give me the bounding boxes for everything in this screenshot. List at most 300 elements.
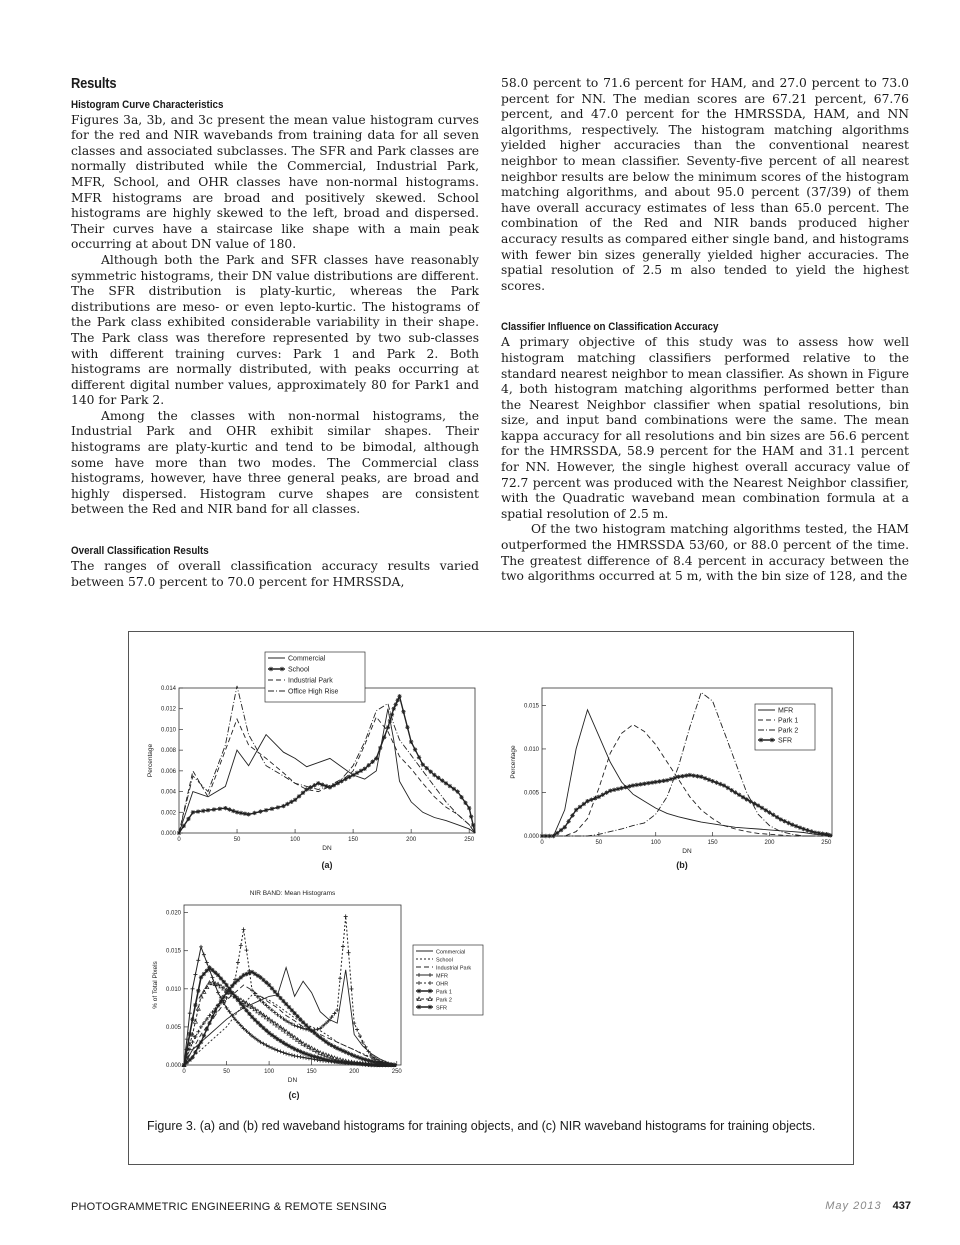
- series-marker: [246, 812, 250, 816]
- series-marker: [218, 807, 222, 811]
- series-marker: [669, 777, 673, 781]
- series-marker: [196, 809, 200, 813]
- series-marker: [756, 803, 760, 807]
- series-marker: [243, 811, 247, 815]
- y-tick-label: 0.010: [523, 746, 539, 753]
- series-marker: [459, 795, 463, 799]
- series-marker: [196, 958, 200, 962]
- legend-entry: Office High Rise: [288, 688, 339, 696]
- series-marker: [722, 783, 726, 787]
- series-marker: [239, 811, 243, 815]
- series-marker: [196, 1045, 200, 1049]
- x-tick-label: 0: [177, 837, 181, 843]
- series-marker: [405, 725, 409, 729]
- series-marker: [370, 760, 374, 764]
- series-marker: [627, 784, 631, 788]
- series-marker: [210, 976, 214, 980]
- right-column: [501, 76, 909, 585]
- x-tick-label: 250: [391, 1069, 402, 1075]
- series-marker: [332, 1012, 336, 1016]
- panel-label: (a): [321, 860, 333, 870]
- series-marker: [676, 775, 680, 779]
- series-marker: [695, 774, 699, 778]
- series-marker: [650, 780, 654, 784]
- x-tick-label: 100: [264, 1069, 275, 1075]
- series-marker: [205, 960, 209, 964]
- series-marker: [279, 1015, 283, 1019]
- series-marker: [321, 1037, 325, 1041]
- series-marker: [455, 789, 459, 793]
- figure-caption: Figure 3. (a) and (b) red waveband histograms for training objects, and (c) NIR waveband histograms for training objects.: [147, 1119, 816, 1133]
- series-marker: [374, 756, 378, 760]
- legend-entry: MFR: [436, 973, 448, 980]
- y-tick-label: 0.015: [523, 703, 539, 710]
- series-marker: [817, 831, 821, 835]
- series-marker: [193, 1003, 197, 1007]
- y-tick-label: 0.002: [160, 810, 176, 817]
- series-marker: [309, 1054, 313, 1058]
- series-marker: [392, 1063, 396, 1067]
- series-marker: [366, 763, 370, 767]
- series-marker: [267, 1006, 271, 1010]
- series-marker: [597, 795, 601, 799]
- series-marker: [196, 989, 200, 993]
- series-marker: [392, 707, 396, 711]
- series-marker: [212, 807, 216, 811]
- series-marker: [388, 719, 392, 723]
- series-marker: [273, 1035, 277, 1039]
- series-marker: [276, 1013, 280, 1017]
- series-marker: [469, 814, 473, 818]
- series-marker: [623, 785, 627, 789]
- series-marker: [304, 787, 308, 791]
- series-marker: [801, 827, 805, 831]
- series-marker: [301, 1026, 305, 1030]
- series-marker: [471, 823, 475, 827]
- series-marker: [315, 1027, 319, 1031]
- x-tick-label: 50: [233, 837, 241, 843]
- series-marker: [210, 1015, 214, 1019]
- series-marker: [688, 773, 692, 777]
- series-marker: [335, 1008, 339, 1012]
- x-tick-label: 100: [290, 837, 301, 843]
- plot-frame: [179, 688, 475, 833]
- series-marker: [205, 1027, 209, 1031]
- series-marker: [619, 786, 623, 790]
- series-marker: [324, 1040, 328, 1044]
- x-tick-label: 250: [464, 837, 475, 843]
- series-marker: [661, 779, 665, 783]
- paragraph: The ranges of overall classification accuracy results varied between 57.0 percent to 70.0 percent for HMRSSDA,: [71, 559, 479, 589]
- series-marker: [193, 1050, 197, 1054]
- panel-label: (c): [288, 1090, 300, 1100]
- series-marker: [401, 710, 405, 714]
- y-axis-label: % of Total Pixels: [152, 961, 159, 1009]
- series-marker: [775, 815, 779, 819]
- series-marker: [297, 794, 301, 798]
- series-marker: [193, 973, 197, 977]
- series-marker: [264, 808, 268, 812]
- page-number: 437: [892, 1200, 911, 1212]
- x-tick-label: 150: [348, 837, 359, 843]
- x-tick-label: 250: [821, 840, 832, 846]
- series-marker: [436, 776, 440, 780]
- series-marker: [703, 776, 707, 780]
- series-marker: [585, 799, 589, 803]
- legend-entry: SFR: [436, 1005, 447, 1012]
- series-marker: [206, 808, 210, 812]
- series-marker: [409, 740, 413, 744]
- y-tick-label: 0.000: [165, 1063, 181, 1069]
- series-marker: [828, 833, 832, 837]
- paragraph: Of the two histogram matching algorithms tested, the HAM outperformed the HMRSSDA 53/60, or 88.0 percent of the time. The greatest difference of 8.4 percent in accuracy between the two algorithms occurred at 5 m, with the bin size of 128, and the: [501, 522, 909, 584]
- series-marker: [692, 773, 696, 777]
- series-marker: [699, 775, 703, 779]
- legend-entry: Park 1: [436, 989, 452, 996]
- x-tick-label: 150: [306, 1069, 317, 1075]
- series-marker: [190, 1017, 194, 1021]
- chart-panel: [147, 652, 475, 870]
- series-marker: [287, 1052, 291, 1056]
- series-marker: [290, 1053, 294, 1057]
- series-marker: [273, 1011, 277, 1015]
- series-marker: [729, 788, 733, 792]
- y-tick-label: 0.005: [523, 790, 539, 797]
- x-tick-label: 200: [349, 1069, 360, 1075]
- series-marker: [779, 817, 783, 821]
- series-marker: [684, 773, 688, 777]
- x-tick-label: 50: [595, 840, 603, 846]
- series-marker: [196, 1030, 200, 1034]
- series-marker: [612, 788, 616, 792]
- chart-panel: [152, 890, 483, 1100]
- series-marker: [359, 769, 363, 773]
- series-marker: [432, 773, 436, 777]
- journal-name: PHOTOGRAMMETRIC ENGINEERING & REMOTE SENSING: [71, 1201, 388, 1213]
- series-marker: [563, 825, 567, 829]
- series-marker: [347, 951, 351, 955]
- legend-marker: [417, 989, 421, 993]
- series-marker: [771, 813, 775, 817]
- paragraph: 58.0 percent to 71.6 percent for HAM, and 27.0 percent to 73.0 percent for NN. The median scores are 67.21 percent, 67.76 percent, and 47.0 percent for the HMRSSDA, HAM, and NN algorithms, respectively. The histogram matching algorithms yielded higher accuracies than the conventional nearest neighbor to mean classifier. Seventy-five percent of all nearest neighbor results are below the minimum scores of the histogram matching algorithms, and about 95.0 percent (37/39) of them have overall accuracy estimates of less than 65.0 percent. The combination of the Red and NIR bands produced higher accuracy results as compared either single band, and histograms with fewer bin sizes generally yielded higher accuracies. The spatial resolution of 2.5 m also tended to yield the highest scores.: [501, 76, 909, 293]
- y-tick-label: 0.010: [160, 727, 176, 734]
- series-marker: [191, 987, 195, 991]
- x-tick-label: 0: [182, 1069, 186, 1075]
- series-marker: [361, 1057, 365, 1061]
- series-marker: [589, 797, 593, 801]
- x-axis-label: DN: [682, 848, 692, 855]
- series-marker: [417, 755, 421, 759]
- y-axis-label: Percentage: [510, 745, 517, 779]
- series-marker: [320, 782, 324, 786]
- series-marker: [222, 995, 226, 999]
- series-marker: [298, 1055, 302, 1059]
- panel-label: (b): [676, 860, 688, 870]
- series-marker: [544, 834, 548, 838]
- series-marker: [301, 1055, 305, 1059]
- series-marker: [188, 1032, 192, 1036]
- series-marker: [745, 797, 749, 801]
- series-marker: [741, 795, 745, 799]
- legend-entry: School: [288, 666, 310, 674]
- series-marker: [386, 725, 390, 729]
- series-marker: [635, 783, 639, 787]
- series-marker: [782, 819, 786, 823]
- series-marker: [236, 961, 240, 965]
- y-tick-label: 0.005: [165, 1024, 181, 1031]
- y-tick-label: 0.020: [165, 910, 181, 917]
- series-marker: [284, 1052, 288, 1056]
- series-marker: [182, 824, 186, 828]
- legend-marker: [428, 989, 432, 993]
- series-marker: [349, 987, 353, 991]
- series-marker: [551, 834, 555, 838]
- series-marker: [378, 746, 382, 750]
- series-marker: [341, 944, 345, 948]
- series-marker: [566, 819, 570, 823]
- series-marker: [242, 927, 246, 931]
- series-marker: [224, 983, 228, 987]
- series-marker: [444, 781, 448, 785]
- series-line: [184, 916, 397, 1065]
- series-marker: [358, 1034, 362, 1038]
- series-marker: [382, 735, 386, 739]
- series-marker: [188, 1011, 192, 1015]
- legend-entry: Park 2: [778, 727, 799, 735]
- legend-entry: Industrial Park: [436, 965, 472, 972]
- series-marker: [764, 808, 768, 812]
- series-marker: [312, 783, 316, 787]
- series-marker: [646, 781, 650, 785]
- series-marker: [355, 1028, 359, 1032]
- series-marker: [665, 778, 669, 782]
- x-tick-label: 0: [540, 840, 544, 846]
- figure-3: [128, 631, 854, 1165]
- series-marker: [601, 793, 605, 797]
- series-marker: [395, 698, 399, 702]
- series-marker: [397, 694, 401, 698]
- series-marker: [737, 793, 741, 797]
- series-marker: [244, 948, 248, 952]
- series-marker: [207, 1021, 211, 1025]
- series-marker: [394, 702, 398, 706]
- issue-date: May 2013: [825, 1200, 882, 1212]
- series-marker: [752, 801, 756, 805]
- x-tick-label: 150: [707, 840, 718, 846]
- series-marker: [338, 976, 342, 980]
- series-marker: [642, 782, 646, 786]
- series-marker: [191, 810, 195, 814]
- series-marker: [186, 817, 190, 821]
- series-marker: [285, 802, 289, 806]
- legend-marker: [280, 667, 284, 671]
- series-marker: [202, 1033, 206, 1037]
- y-tick-label: 0.006: [160, 768, 176, 775]
- series-marker: [270, 1033, 274, 1037]
- series-marker: [582, 802, 586, 806]
- series-marker: [805, 828, 809, 832]
- x-tick-label: 100: [650, 840, 661, 846]
- footer-right: [825, 1200, 911, 1212]
- left-column: [71, 76, 479, 590]
- legend-entry: Commercial: [288, 655, 326, 663]
- series-marker: [252, 811, 256, 815]
- series-marker: [199, 945, 203, 949]
- series-marker: [559, 828, 563, 832]
- series-marker: [604, 790, 608, 794]
- series-marker: [425, 766, 429, 770]
- series-marker: [657, 779, 661, 783]
- series-marker: [223, 806, 227, 810]
- legend-entry: School: [436, 957, 453, 964]
- series-marker: [190, 1055, 194, 1059]
- series-marker: [321, 1057, 325, 1061]
- series-marker: [794, 824, 798, 828]
- paragraph: A primary objective of this study was to assess how well histogram matching classifiers performed relative to the standard nearest neighbor to mean classifier. As shown in Figure 4, both histogram matching algorithms performed better than the Nearest Neighbor classifier when spatial resolutions, bin size, and input band combinations were the same. The mean kappa accuracy for all resolutions and bin sizes are 56.6 percent for the HMRSSDA, 58.9 percent for the HAM and 31.1 percent for NN. However, the single highest overall accuracy value of 72.7 percent was produced with the Nearest Neighbor classifier, with the Quadratic waveband mean combination formula at a spatial resolution of 2.5 m.: [501, 335, 909, 521]
- series-marker: [351, 773, 355, 777]
- series-marker: [673, 776, 677, 780]
- series-marker: [813, 830, 817, 834]
- x-axis-label: DN: [322, 845, 332, 852]
- series-marker: [216, 991, 220, 995]
- series-marker: [710, 779, 714, 783]
- legend-marker: [770, 738, 774, 742]
- series-marker: [748, 799, 752, 803]
- series-marker: [467, 806, 471, 810]
- series-marker: [293, 798, 297, 802]
- series-marker: [363, 767, 367, 771]
- series-marker: [213, 1009, 217, 1013]
- series-marker: [199, 1040, 203, 1044]
- series-marker: [227, 807, 231, 811]
- series-marker: [258, 809, 262, 813]
- series-marker: [312, 1054, 316, 1058]
- series-marker: [344, 914, 348, 918]
- series-marker: [463, 801, 467, 805]
- series-marker: [318, 1035, 322, 1039]
- series-marker: [202, 953, 206, 957]
- series-marker: [608, 789, 612, 793]
- series-marker: [253, 992, 257, 996]
- series-marker: [733, 790, 737, 794]
- series-marker: [570, 813, 574, 817]
- x-axis-label: DN: [287, 1077, 298, 1084]
- legend-entry: OHR: [436, 981, 449, 988]
- series-marker: [363, 1057, 367, 1061]
- series-marker: [680, 774, 684, 778]
- chart-panel: [510, 688, 832, 870]
- series-marker: [714, 780, 718, 784]
- series-marker: [421, 762, 425, 766]
- figure-charts: [129, 632, 853, 1112]
- series-marker: [790, 822, 794, 826]
- legend-entry: Commercial: [436, 949, 466, 956]
- series-marker: [293, 1054, 297, 1058]
- series-marker: [267, 1031, 271, 1035]
- series-marker: [318, 1056, 322, 1060]
- series-marker: [219, 999, 223, 1003]
- series-marker: [639, 782, 643, 786]
- series-marker: [216, 1003, 220, 1007]
- paragraph: Figures 3a, 3b, and 3c present the mean value histogram curves for the red and NIR wavebands from training data for all seven classes and associated subclasses. The SFR and Park classes are normally distributed while the Commercial, Industrial Park, MFR, School, and OHR classes have non-normal histograms. MFR histograms are broad and positively skewed. School histograms are highly skewed to the left, broad and dispersed. Their curves have a staircase like shape with a main peak occurring at about DN value of 180.: [71, 112, 479, 252]
- x-tick-label: 50: [223, 1069, 230, 1075]
- legend-entry: Park 1: [778, 717, 799, 725]
- series-line: [184, 985, 397, 1065]
- series-marker: [289, 800, 293, 804]
- x-tick-label: 200: [406, 837, 417, 843]
- series-marker: [654, 780, 658, 784]
- series-marker: [316, 781, 320, 785]
- series-marker: [270, 807, 274, 811]
- y-tick-label: 0.004: [160, 789, 176, 796]
- y-tick-label: 0.010: [165, 986, 181, 993]
- series-marker: [440, 778, 444, 782]
- y-tick-label: 0.015: [165, 948, 181, 955]
- y-tick-label: 0.014: [160, 686, 176, 692]
- section-title: Results: [71, 75, 117, 92]
- series-marker: [452, 787, 456, 791]
- series-marker: [555, 831, 559, 835]
- y-tick-label: 0.000: [523, 834, 539, 840]
- series-marker: [726, 786, 730, 790]
- series-marker: [428, 769, 432, 773]
- series-marker: [201, 809, 205, 813]
- series-marker: [301, 791, 305, 795]
- legend-box: [413, 945, 483, 1015]
- y-tick-label: 0.000: [160, 831, 176, 837]
- series-marker: [199, 1025, 203, 1029]
- y-axis-label: Percentage: [147, 743, 154, 778]
- chart-title: NIR BAND: Mean Histograms: [249, 890, 336, 897]
- subheading-classifier-influence: Classifier Influence on Classification Accuracy: [501, 321, 719, 334]
- legend-entry: SFR: [778, 737, 792, 745]
- legend-entry: MFR: [778, 707, 794, 715]
- series-line: [542, 775, 832, 836]
- series-marker: [239, 943, 243, 947]
- legend-entry: Industrial Park: [288, 677, 333, 685]
- paragraph: Among the classes with non-normal histograms, the Industrial Park and OHR exhibit similar shapes. Their histograms are platy-kurtic and tend to be bimodal, although some have more than two modes. The Commercial class histograms, however, have three general peaks, are broad and highly dispersed. Histogram curve shapes are consistent between the Red and NIR band for all classes.: [71, 408, 479, 517]
- series-marker: [413, 747, 417, 751]
- series-marker: [574, 808, 578, 812]
- series-marker: [820, 832, 824, 836]
- y-tick-label: 0.012: [160, 706, 176, 713]
- series-marker: [235, 810, 239, 814]
- series-marker: [270, 1008, 274, 1012]
- series-marker: [355, 771, 359, 775]
- subheading-overall-results: Overall Classification Results: [71, 545, 209, 558]
- series-marker: [767, 810, 771, 814]
- series-marker: [276, 805, 280, 809]
- subheading-histogram-curve: Histogram Curve Characteristics: [71, 98, 224, 111]
- series-marker: [296, 1054, 300, 1058]
- paragraph: Although both the Park and SFR classes have reasonably symmetric histograms, their DN value distributions are different. The SFR distribution is platy-kurtic, whereas the Park distributions are meso- or even lepto-kurtic. The histograms of the Park class exhibited considerable variability in their shape. The Park class was therefore represented by two sub-classes with different training curves: Park 1 and Park 2. Both histograms are normally distributed, with peaks occurring at different digital number values, approximately 80 for Park1 and 140 for Park 2.: [71, 252, 479, 408]
- legend-marker: [759, 738, 763, 742]
- series-marker: [760, 806, 764, 810]
- series-marker: [540, 834, 544, 838]
- legend-marker: [428, 1005, 432, 1009]
- y-tick-label: 0.008: [160, 748, 176, 755]
- series-marker: [616, 787, 620, 791]
- x-tick-label: 200: [764, 840, 775, 846]
- series-marker: [809, 829, 813, 833]
- legend-marker: [269, 667, 273, 671]
- series-marker: [281, 804, 285, 808]
- series-marker: [578, 805, 582, 809]
- series-line: [179, 696, 475, 833]
- legend-marker: [417, 1005, 421, 1009]
- series-marker: [448, 784, 452, 788]
- series-marker: [631, 783, 635, 787]
